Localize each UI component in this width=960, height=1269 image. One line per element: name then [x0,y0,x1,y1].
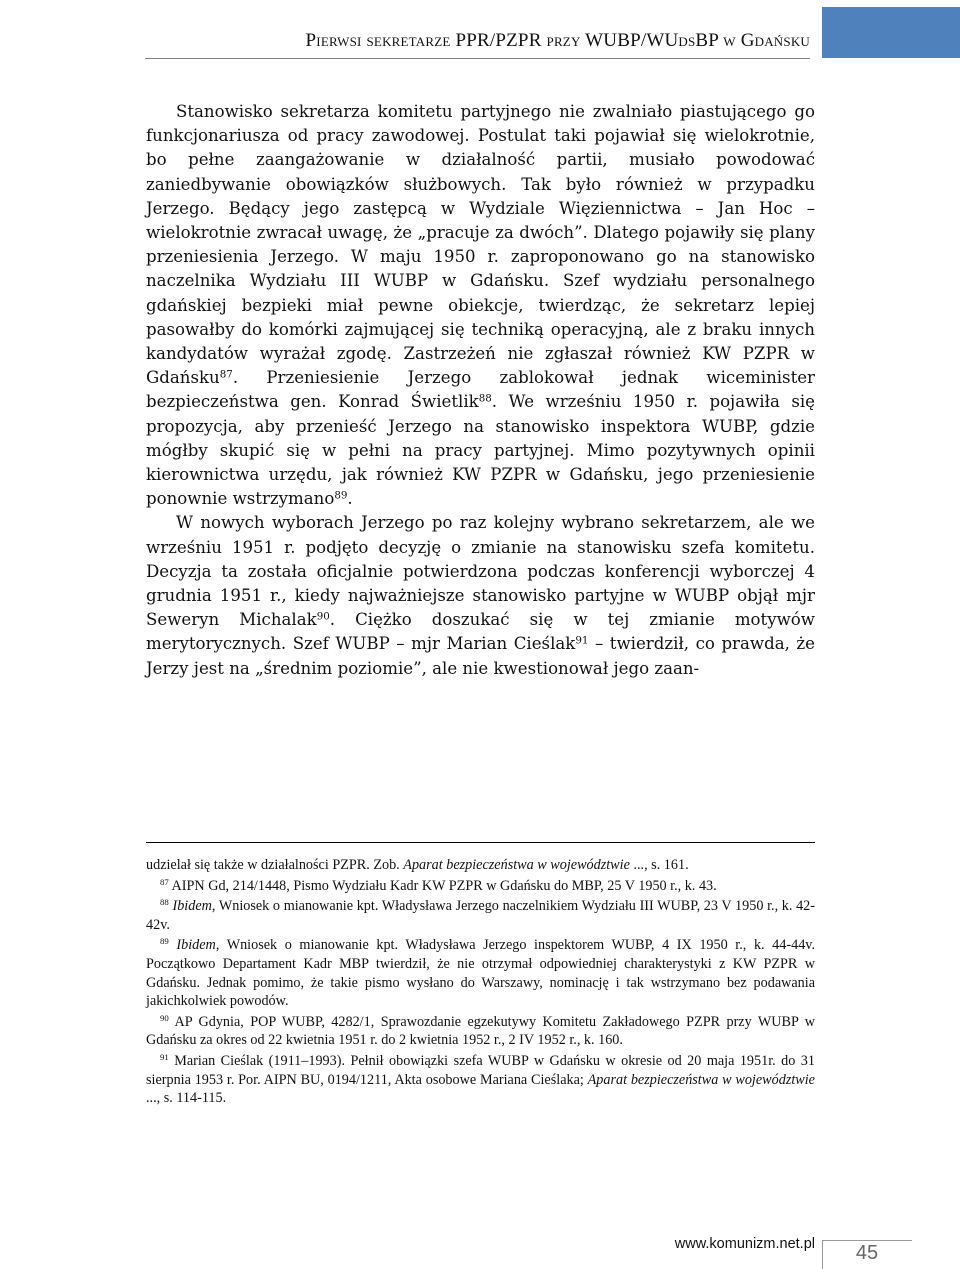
footnote-separator [146,842,815,843]
paragraph-text: W nowych wyborach Jerzego po raz kolejny wybrano sekretarzem, ale we wrześniu 1951 r. podjęto decyzję o zmianie na stanowisku szefa komitetu. Decyzja ta została oficjalnie potwierdzona podczas konferencji wyborczej 4 grudnia 1951 r., kiedy najważniejsze stanowisko partyjne w WUBP objął mjr Seweryn Michalak [146,513,815,630]
footnote-ref-87[interactable]: 87 [219,368,233,381]
paragraph-text: . [347,489,353,509]
paragraph-text: . We wrześniu 1950 r. pojawiła się propozycja, aby przenieść Jerzego na stanowisko inspektora WUBP, gdzie mógłby skupić się w pełni na pracy partyjnej. Mimo pozytywnych opinii kierownictwa urzędu, jak również KW PZPR w Gdańsku, jego przeniesienie ponownie wstrzymano [146,392,815,509]
footnote-italic: Aparat bezpieczeństwa w województwie [403,857,630,873]
paragraph-text: – twierdził, co prawda, że Jerzy jest na „średnim poziomie”, ale nie kwestionował jego zaan- [146,634,815,678]
paragraph-text: . Ciężko doszukać się w tej zmianie motywów merytorycznych. Szef WUBP – mjr Marian Cieślak [146,610,815,654]
footnote-91 [146,1052,815,1108]
footnote-text: AP Gdynia, POP WUBP, 4282/1, Sprawozdanie egzekutywy Komitetu Zakładowego PZPR przy WUBP w Gdańsku za okres od 22 kwietnia 1951 r. do 2 kwietnia 1952 r., 2 IV 1952 r., k. 160. [146,1013,815,1049]
footnote-number: 90 [160,1012,169,1023]
header-accent-block [822,7,960,58]
footnote-text: , Wniosek o mianowanie kpt. Władysława Jerzego inspektorem WUBP, 4 IX 1950 r., k. 44-44v. Początkowo Departament Kadr MBP twierdził, że nie otrzymał odpowiedniej charakterystyki z KW PZPR w Gdańsku. Jednak pomimo, że takie pismo wysłano do Warszawy, nominację i tak wstrzymano bez podawania jakichkolwiek powodów. [146,937,816,1010]
footnote-number: 89 [160,936,169,947]
footnote-text: Marian Cieślak (1911–1993). Pełnił obowiązki szefa WUBP w Gdańsku w okresie od 20 maja 1951r. do 31 sierpnia 1953 r. Por. AIPN BU, 0194/1211, Akta osobowe Mariana Cieślaka; [146,1052,815,1088]
footnote-text: AIPN Gd, 214/1448, Pismo Wydziału Kadr KW PZPR w Gdańsku do MBP, 25 V 1950 r., k. 43. [168,877,717,894]
footnote-ref-91[interactable]: 91 [575,634,589,647]
running-header-title: Pierwsi sekretarze PPR/PZPR przy WUBP/WUdsBP w Gdańsku [305,30,810,51]
footnote-text: ..., s. 114-115. [146,1090,227,1107]
footnote-ref-90[interactable]: 90 [316,610,330,623]
footnote-number: 88 [160,897,169,908]
footnote-text: ..., s. 161. [629,857,689,873]
footnote-90 [146,1013,815,1050]
footnote-italic: Aparat bezpieczeństwa w województwie [587,1071,815,1088]
footnote-italic: Ibidem [172,898,212,915]
main-text [146,100,815,681]
footnote-87 [146,877,815,896]
paragraph-text: Stanowisko sekretarza komitetu partyjnego nie zwalniało piastującego go funkcjonariusza od pracy zawodowej. Postulat taki pojawiał się wielokrotnie, bo pełne zaangażowanie w działalność partii, musiało powodować zaniedbywanie obowiązków służbowych. Tak było również w przypadku Jerzego. Będący jego zastępcą w Wydziale Więziennictwa – Jan Hoc – wielokrotnie zwracał uwagę, że „pracuje za dwóch”. Dlatego pojawiły się plany przeniesienia Jerzego. W maju 1950 r. zaproponowano go na stanowisko naczelnika Wydziału III WUBP w Gdańsku. Szef wydziału personalnego gdańskiej bezpieki miał pewne obiekcje, twierdząc, że sekretarz lepiej pasowałby do komórki zajmującej się techniką operacyjną, ale z braku innych kandydatów wyrażał zgodę. Zastrzeżeń nie zgłaszał również KW PZPR w Gdańsku [146,102,815,388]
page-number: 45 [855,1242,879,1264]
header-rule [145,58,810,59]
paragraph-1 [146,100,815,511]
footnote-text: , Wniosek o mianowanie kpt. Władysława Jerzego naczelnikiem Wydziału III WUBP, 23 V 1950 r., k. 42-42v. [146,898,815,933]
footnote-ref-89[interactable]: 89 [334,489,348,502]
footnote-88 [146,897,815,934]
footnote-number: 87 [160,876,169,887]
paragraph-2 [146,511,815,680]
footnote-italic: Ibidem [176,937,216,954]
footnote-text: udzielał się także w działalności PZPR. Zob. [146,857,404,873]
footer-site-link[interactable]: www.komunizm.net.pl [674,1236,815,1252]
footnote-number: 91 [160,1052,169,1063]
footnote-ref-88[interactable]: 88 [478,392,492,405]
footnote-continuation [146,856,815,875]
paragraph-text: . Przeniesienie Jerzego zablokował jednak wiceminister bezpieczeństwa gen. Konrad Świetlik [146,368,815,412]
footnotes [146,856,815,1108]
footnote-89 [146,936,815,1010]
